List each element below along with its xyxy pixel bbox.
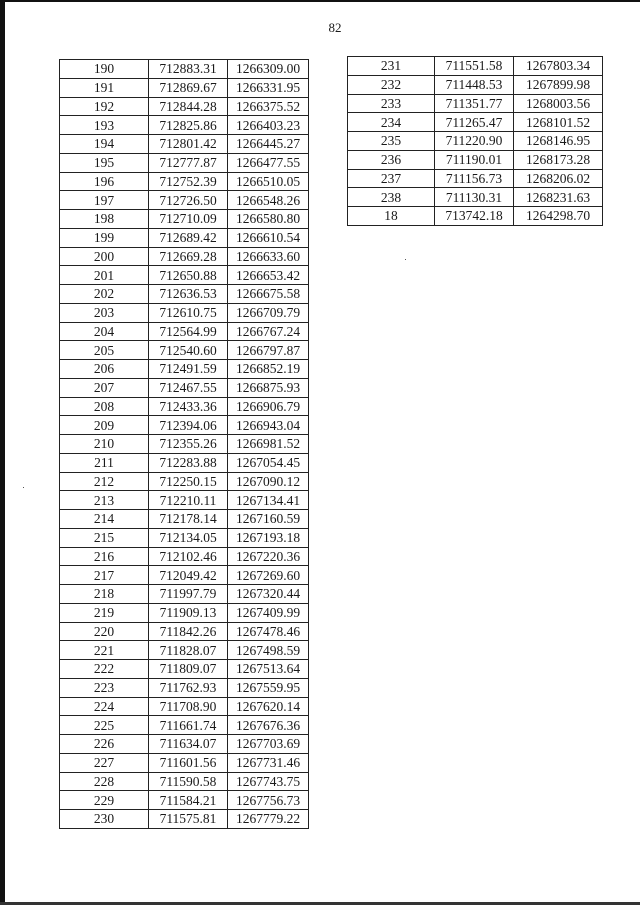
y-coordinate-cell: 1266852.19 <box>228 360 309 379</box>
point-number-cell: 224 <box>60 697 149 716</box>
y-coordinate-cell: 1267620.14 <box>228 697 309 716</box>
point-number-cell: 220 <box>60 622 149 641</box>
x-coordinate-cell: 711601.56 <box>149 753 228 772</box>
table-row <box>60 341 309 360</box>
x-coordinate-cell: 711828.07 <box>149 641 228 660</box>
table-row <box>348 169 603 188</box>
table-row <box>60 266 309 285</box>
y-coordinate-cell: 1268146.95 <box>514 132 603 151</box>
x-coordinate-cell: 712689.42 <box>149 228 228 247</box>
point-number-cell: 232 <box>348 75 435 94</box>
table-row <box>60 285 309 304</box>
x-coordinate-cell: 711708.90 <box>149 697 228 716</box>
y-coordinate-cell: 1268003.56 <box>514 94 603 113</box>
table-row <box>60 660 309 679</box>
y-coordinate-cell: 1266709.79 <box>228 303 309 322</box>
table-row <box>60 772 309 791</box>
table-row <box>60 247 309 266</box>
page-top-edge <box>0 0 640 2</box>
y-coordinate-cell: 1267513.64 <box>228 660 309 679</box>
y-coordinate-cell: 1267054.45 <box>228 453 309 472</box>
y-coordinate-cell: 1266633.60 <box>228 247 309 266</box>
y-coordinate-cell: 1268206.02 <box>514 169 603 188</box>
y-coordinate-cell: 1266510.05 <box>228 172 309 191</box>
x-coordinate-cell: 711584.21 <box>149 791 228 810</box>
x-coordinate-cell: 712250.15 <box>149 472 228 491</box>
table-row <box>60 566 309 585</box>
x-coordinate-cell: 712669.28 <box>149 247 228 266</box>
point-number-cell: 216 <box>60 547 149 566</box>
point-number-cell: 235 <box>348 132 435 151</box>
x-coordinate-cell: 712777.87 <box>149 153 228 172</box>
y-coordinate-cell: 1268173.28 <box>514 150 603 169</box>
y-coordinate-cell: 1267320.44 <box>228 585 309 604</box>
point-number-cell: 223 <box>60 678 149 697</box>
x-coordinate-cell: 711661.74 <box>149 716 228 735</box>
y-coordinate-cell: 1266309.00 <box>228 60 309 79</box>
coordinates-table-left <box>59 59 309 829</box>
point-number-cell: 205 <box>60 341 149 360</box>
x-coordinate-cell: 713742.18 <box>435 207 514 226</box>
y-coordinate-cell: 1266767.24 <box>228 322 309 341</box>
y-coordinate-cell: 1266477.55 <box>228 153 309 172</box>
x-coordinate-cell: 711190.01 <box>435 150 514 169</box>
point-number-cell: 193 <box>60 116 149 135</box>
point-number-cell: 191 <box>60 78 149 97</box>
table-row <box>60 753 309 772</box>
table-row <box>60 603 309 622</box>
x-coordinate-cell: 712394.06 <box>149 416 228 435</box>
table-row <box>60 397 309 416</box>
y-coordinate-cell: 1267743.75 <box>228 772 309 791</box>
y-coordinate-cell: 1267134.41 <box>228 491 309 510</box>
point-number-cell: 213 <box>60 491 149 510</box>
point-number-cell: 195 <box>60 153 149 172</box>
point-number-cell: 211 <box>60 453 149 472</box>
table-row <box>348 75 603 94</box>
table-row <box>60 435 309 454</box>
x-coordinate-cell: 711448.53 <box>435 75 514 94</box>
y-coordinate-cell: 1267160.59 <box>228 510 309 529</box>
x-coordinate-cell: 712467.55 <box>149 378 228 397</box>
y-coordinate-cell: 1268101.52 <box>514 113 603 132</box>
table-row <box>348 150 603 169</box>
y-coordinate-cell: 1267899.98 <box>514 75 603 94</box>
y-coordinate-cell: 1266580.80 <box>228 210 309 229</box>
point-number-cell: 210 <box>60 435 149 454</box>
table-row <box>348 113 603 132</box>
table-row <box>60 303 309 322</box>
y-coordinate-cell: 1267498.59 <box>228 641 309 660</box>
table-row <box>60 360 309 379</box>
point-number-cell: 225 <box>60 716 149 735</box>
y-coordinate-cell: 1267193.18 <box>228 528 309 547</box>
table-row <box>60 172 309 191</box>
table-row <box>60 810 309 829</box>
y-coordinate-cell: 1267269.60 <box>228 566 309 585</box>
table-row <box>60 322 309 341</box>
x-coordinate-cell: 712355.26 <box>149 435 228 454</box>
x-coordinate-cell: 712726.50 <box>149 191 228 210</box>
coordinates-table-right <box>347 56 603 226</box>
y-coordinate-cell: 1266403.23 <box>228 116 309 135</box>
table-row <box>348 188 603 207</box>
y-coordinate-cell: 1266653.42 <box>228 266 309 285</box>
y-coordinate-cell: 1267220.36 <box>228 547 309 566</box>
x-coordinate-cell: 711809.07 <box>149 660 228 679</box>
table-row <box>60 585 309 604</box>
x-coordinate-cell: 711265.47 <box>435 113 514 132</box>
y-coordinate-cell: 1267756.73 <box>228 791 309 810</box>
x-coordinate-cell: 712540.60 <box>149 341 228 360</box>
point-number-cell: 214 <box>60 510 149 529</box>
x-coordinate-cell: 712801.42 <box>149 135 228 154</box>
table-row <box>60 716 309 735</box>
table-row <box>60 547 309 566</box>
y-coordinate-cell: 1267559.95 <box>228 678 309 697</box>
point-number-cell: 196 <box>60 172 149 191</box>
x-coordinate-cell: 711130.31 <box>435 188 514 207</box>
point-number-cell: 219 <box>60 603 149 622</box>
point-number-cell: 18 <box>348 207 435 226</box>
y-coordinate-cell: 1266548.26 <box>228 191 309 210</box>
point-number-cell: 194 <box>60 135 149 154</box>
point-number-cell: 226 <box>60 735 149 754</box>
y-coordinate-cell: 1267409.99 <box>228 603 309 622</box>
table-row <box>60 60 309 79</box>
table-row <box>60 116 309 135</box>
page-left-edge <box>0 0 5 905</box>
x-coordinate-cell: 711220.90 <box>435 132 514 151</box>
y-coordinate-cell: 1266943.04 <box>228 416 309 435</box>
point-number-cell: 221 <box>60 641 149 660</box>
x-coordinate-cell: 712102.46 <box>149 547 228 566</box>
x-coordinate-cell: 711634.07 <box>149 735 228 754</box>
x-coordinate-cell: 712178.14 <box>149 510 228 529</box>
point-number-cell: 207 <box>60 378 149 397</box>
y-coordinate-cell: 1267676.36 <box>228 716 309 735</box>
point-number-cell: 238 <box>348 188 435 207</box>
point-number-cell: 237 <box>348 169 435 188</box>
x-coordinate-cell: 712134.05 <box>149 528 228 547</box>
y-coordinate-cell: 1264298.70 <box>514 207 603 226</box>
point-number-cell: 215 <box>60 528 149 547</box>
scan-speck <box>23 487 24 488</box>
table-row <box>60 472 309 491</box>
y-coordinate-cell: 1267731.46 <box>228 753 309 772</box>
table-row <box>60 97 309 116</box>
point-number-cell: 229 <box>60 791 149 810</box>
x-coordinate-cell: 712491.59 <box>149 360 228 379</box>
y-coordinate-cell: 1266797.87 <box>228 341 309 360</box>
point-number-cell: 227 <box>60 753 149 772</box>
x-coordinate-cell: 712564.99 <box>149 322 228 341</box>
point-number-cell: 234 <box>348 113 435 132</box>
scan-speck <box>405 259 406 260</box>
table-row <box>60 191 309 210</box>
table-row <box>60 491 309 510</box>
y-coordinate-cell: 1267803.34 <box>514 57 603 76</box>
x-coordinate-cell: 711997.79 <box>149 585 228 604</box>
y-coordinate-cell: 1266906.79 <box>228 397 309 416</box>
point-number-cell: 202 <box>60 285 149 304</box>
x-coordinate-cell: 712210.11 <box>149 491 228 510</box>
x-coordinate-cell: 712049.42 <box>149 566 228 585</box>
x-coordinate-cell: 711842.26 <box>149 622 228 641</box>
x-coordinate-cell: 711590.58 <box>149 772 228 791</box>
x-coordinate-cell: 711156.73 <box>435 169 514 188</box>
x-coordinate-cell: 711551.58 <box>435 57 514 76</box>
point-number-cell: 218 <box>60 585 149 604</box>
point-number-cell: 190 <box>60 60 149 79</box>
point-number-cell: 204 <box>60 322 149 341</box>
point-number-cell: 212 <box>60 472 149 491</box>
table-row <box>60 735 309 754</box>
point-number-cell: 208 <box>60 397 149 416</box>
table-row <box>60 228 309 247</box>
point-number-cell: 233 <box>348 94 435 113</box>
y-coordinate-cell: 1267779.22 <box>228 810 309 829</box>
x-coordinate-cell: 711351.77 <box>435 94 514 113</box>
y-coordinate-cell: 1267703.69 <box>228 735 309 754</box>
table-row <box>60 622 309 641</box>
point-number-cell: 230 <box>60 810 149 829</box>
y-coordinate-cell: 1266610.54 <box>228 228 309 247</box>
table-row <box>60 135 309 154</box>
x-coordinate-cell: 712433.36 <box>149 397 228 416</box>
point-number-cell: 209 <box>60 416 149 435</box>
point-number-cell: 203 <box>60 303 149 322</box>
y-coordinate-cell: 1267478.46 <box>228 622 309 641</box>
x-coordinate-cell: 712710.09 <box>149 210 228 229</box>
x-coordinate-cell: 712883.31 <box>149 60 228 79</box>
point-number-cell: 228 <box>60 772 149 791</box>
table-row <box>60 791 309 810</box>
x-coordinate-cell: 711909.13 <box>149 603 228 622</box>
x-coordinate-cell: 712752.39 <box>149 172 228 191</box>
table-row <box>60 210 309 229</box>
point-number-cell: 206 <box>60 360 149 379</box>
point-number-cell: 217 <box>60 566 149 585</box>
table-row <box>60 453 309 472</box>
table-row <box>348 94 603 113</box>
point-number-cell: 222 <box>60 660 149 679</box>
table-row <box>60 697 309 716</box>
y-coordinate-cell: 1266875.93 <box>228 378 309 397</box>
y-coordinate-cell: 1266375.52 <box>228 97 309 116</box>
point-number-cell: 236 <box>348 150 435 169</box>
x-coordinate-cell: 712610.75 <box>149 303 228 322</box>
point-number-cell: 201 <box>60 266 149 285</box>
y-coordinate-cell: 1266675.58 <box>228 285 309 304</box>
x-coordinate-cell: 711762.93 <box>149 678 228 697</box>
y-coordinate-cell: 1268231.63 <box>514 188 603 207</box>
table-row <box>60 78 309 97</box>
x-coordinate-cell: 712636.53 <box>149 285 228 304</box>
x-coordinate-cell: 712650.88 <box>149 266 228 285</box>
point-number-cell: 200 <box>60 247 149 266</box>
y-coordinate-cell: 1266981.52 <box>228 435 309 454</box>
table-row <box>60 378 309 397</box>
point-number-cell: 197 <box>60 191 149 210</box>
y-coordinate-cell: 1266331.95 <box>228 78 309 97</box>
y-coordinate-cell: 1267090.12 <box>228 472 309 491</box>
table-row <box>60 510 309 529</box>
table-row <box>60 678 309 697</box>
table-row <box>60 416 309 435</box>
table-row <box>60 153 309 172</box>
point-number-cell: 199 <box>60 228 149 247</box>
y-coordinate-cell: 1266445.27 <box>228 135 309 154</box>
x-coordinate-cell: 712825.86 <box>149 116 228 135</box>
table-row <box>60 641 309 660</box>
point-number-cell: 231 <box>348 57 435 76</box>
table-row <box>348 207 603 226</box>
x-coordinate-cell: 712283.88 <box>149 453 228 472</box>
page-number: 82 <box>328 20 342 35</box>
table-row <box>60 528 309 547</box>
x-coordinate-cell: 712844.28 <box>149 97 228 116</box>
x-coordinate-cell: 712869.67 <box>149 78 228 97</box>
table-row <box>348 132 603 151</box>
point-number-cell: 192 <box>60 97 149 116</box>
point-number-cell: 198 <box>60 210 149 229</box>
table-row <box>348 57 603 76</box>
x-coordinate-cell: 711575.81 <box>149 810 228 829</box>
